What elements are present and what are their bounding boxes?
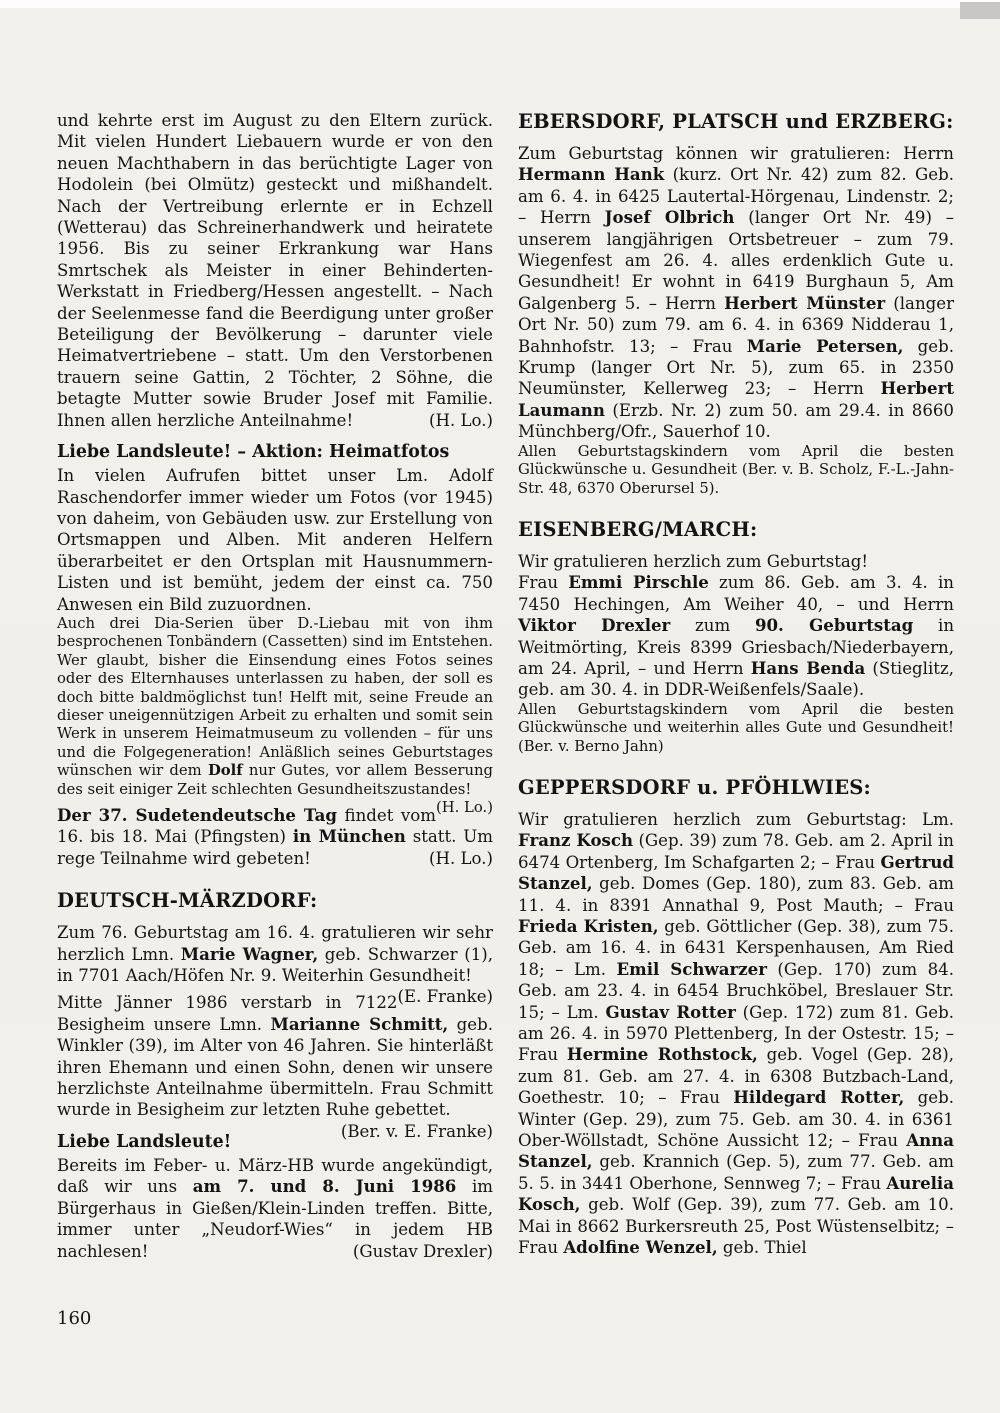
bold-name: Gertrud Stanzel, (518, 851, 954, 894)
bold-name: Josef Olbrich (604, 207, 735, 228)
left-column (57, 110, 493, 1268)
section-heading-geppersdorf: GEPPERSDORF u. PFÖHLWIES: (518, 775, 871, 799)
bold-name: Marie Wagner, (180, 943, 319, 964)
text-segment: Bereits im Feber- u. März-HB wurde angekündigt, daß wir uns (57, 1155, 493, 1197)
scan-edge-strip (0, 0, 1000, 8)
eisenberg-note (518, 701, 954, 756)
bold-name: Anna Stanzel, (518, 1130, 954, 1172)
ebersdorf-birthdays-paragraph (518, 143, 954, 443)
text-segment: Frau (518, 573, 569, 593)
text-segment: Zum Geburtstag können wir gratulieren: Herrn (518, 144, 954, 163)
bold-name: Franz Kosch (518, 830, 634, 851)
signature: (H. Lo.) (429, 848, 493, 868)
geppersdorf-birthdays-paragraph (518, 809, 954, 1259)
bold-name: Gustav Rotter (605, 1001, 736, 1022)
text-segment: geb. Wolf (Gep. 39), zum 77. Geb. am 10. Mai in 8662 Burkersreuth 25, Post Wüstenselbitz; – Frau (518, 1195, 954, 1258)
text-segment: Mitte Jänner 1986 verstarb in 7122 Besigheim unsere Lmn. (57, 993, 398, 1034)
section-heading-eisenberg: EISENBERG/MARCH: (518, 517, 758, 541)
text-segment: findet vom 16. bis 18. Mai (Pfingsten) (57, 806, 436, 847)
text-segment: (Gep. 172) zum 81. Geb. am 26. 4. in 5970 Plettenberg, In der Ostestr. 15; – Frau (518, 1002, 954, 1065)
sudetendeutscher-tag-notice (57, 805, 493, 869)
text-segment: und kehrte erst im August zu den Eltern zurück. Mit vielen Hundert Liebauern wurde er von den neuen Machthabern in das berüchtigte Lager von Hodolein (bei Olmütz) gesteckt und mißhandelt. Nach der Vertreibung erlernte er in Echzell (Wetterau) das Schreinerhandwerk und heiratete 1956. Bis zu seiner Erkrankung war Hans Smrtschek als Meister in einer Behinderten-Werkstatt in Friedberg/Hessen angestellt. – Nach der Seelenmesse fand die Beerdigung unter großer Beteiligung der Bevölkerung – darunter viele Heimatvertriebene – statt. Um den Verstorbenen trauern seine Gattin, 2 Töchter, 2 Söhne, die betagte Mutter sowie Bruder Josef mit Familie. Ihnen allen herzliche Anteilnahme! (57, 111, 493, 430)
eisenberg-birthdays-paragraph (518, 572, 954, 700)
bold-name: Viktor Drexler (518, 615, 671, 636)
text-segment: geb. Domes (Gep. 180), zum 83. Geb. am 11. 4. in 8391 Annathal 9, Post Mauth; – Frau (518, 874, 954, 915)
text-segment: Allen Geburtstagskindern vom April die besten Glückwünsche u. Gesundheit (Ber. v. B. Scholz, F.-L.-Jahn-Str. 48, 6370 Oberursel 5). (518, 442, 954, 497)
bold-name: am 7. und 8. Juni 1986 (192, 1176, 457, 1197)
birthday-wagner-paragraph (57, 922, 493, 1007)
bold-name: Frieda Kristen, (518, 916, 659, 936)
bold-name: Herbert Münster (724, 292, 886, 313)
treffen-announcement-paragraph (57, 1155, 493, 1262)
obituary-smrtschek-paragraph (57, 110, 493, 431)
heading-liebe-landsleute: Liebe Landsleute! (57, 1131, 232, 1152)
text-segment: Zum 76. Geburtstag am 16. 4. gratulieren wir sehr herzlich Lmn. (57, 923, 493, 964)
signature: (E. Franke) (397, 987, 493, 1007)
text-segment: (Erzb. Nr. 2) zum 50. am 29.4. in 8660 Münchberg/Ofr., Sauerhof 10. (518, 400, 954, 442)
bold-name: Der 37. Sudetendeutsche Tag (57, 805, 338, 825)
bold-name: Aurelia Kosch, (518, 1172, 954, 1215)
bold-name: Hermann Hank (518, 164, 665, 185)
obituary-schmitt-paragraph (57, 992, 493, 1141)
signature: (Ber. v. E. Franke) (340, 1121, 493, 1141)
text-segment: geb. Schwarzer (1), in 7701 Aach/Höfen Nr. 9. Weiterhin Gesundheit! (57, 944, 493, 986)
text-segment: Auch drei Dia-Serien über D.-Liebau mit von ihm besprochenen Tonbändern (Cassetten) sind im Entstehen. Wer glaubt, bisher die Einsendung eines Fotos seines oder des Elternhauses unterlassen zu haben, der soll es doch bitte baldmöglichst tun! Helft mit, seine Freude an dieser uneigennützigen Arbeit zu erhalten und somit sein Werk in unserem Heimatmuseum zu vollenden – für uns und die Folgegeneration! Anläßlich seines Geburtstages wünschen wir dem (57, 614, 493, 780)
text-segment: statt. Um rege Teilnahme wird gebeten! (57, 827, 493, 868)
bold-name: Emmi Pirschle (568, 572, 709, 593)
bold-name: Hans Benda (750, 657, 866, 678)
bold-name: Emil Schwarzer (616, 958, 767, 979)
text-segment: geb. Krannich (Gep. 5), zum 77. Geb. am 5. 5. in 3441 Oberhone, Sennweg 7; – Frau (518, 1152, 954, 1193)
text-segment: zum (670, 616, 755, 636)
text-segment: geb. Winkler (39), im Alter von 46 Jahren. Sie hinterläßt ihren Ehemann und einen Sohn, denen wir unsere herzlichste Anteilnahme übermitteln. Frau Schmitt wurde in Besigheim zur letzten Ruhe gebettet. (57, 1014, 493, 1120)
section-heading-deutsch-maerzdorf: DEUTSCH-MÄRZDORF: (57, 889, 318, 913)
text-segment: geb. Winter (Gep. 29), zum 75. Geb. am 30. 4. in 6361 Ober-Wöllstadt, Schöne Aussicht 12; – Frau (518, 1088, 955, 1151)
eisenberg-greeting-line: Wir gratulieren herzlich zum Geburtstag! (518, 551, 869, 571)
text-segment: geb. Thiel (717, 1238, 807, 1258)
right-column (518, 110, 954, 1265)
signature: (H. Lo.) (435, 799, 493, 816)
ebersdorf-note (518, 443, 954, 498)
text-segment: geb. Krump (langer Ort Nr. 5), zum 65. in 2350 Neumünster, Kellerweg 23; – Herrn (518, 336, 954, 399)
bold-name: Hildegard Rotter, (733, 1087, 905, 1108)
text-segment: In vielen Aufrufen bittet unser Lm. Adolf Raschendorfer immer wieder um Fotos (vor 1945) von daheim, von Gebäuden usw. zur Erstellung von Ortsmappen und Alben. Mit anderen Helfern überarbeitet er den Ortsplan mit Hausnummern-Listen und ist bemüht, jedem der einst ca. 750 Anwesen ein Bild zuzuordnen. (57, 466, 493, 614)
bold-name: Hermine Rothstock, (566, 1044, 758, 1065)
heading-aktion-heimatfotos: Liebe Landsleute! – Aktion: Heimatfotos (57, 442, 450, 463)
text-segment: (langer Ort Nr. 50) zum 79. am 6. 4. in 6369 Nidderau 1, Bahnhofstr. 13; – Frau (518, 293, 954, 356)
text-segment: Allen Geburtstagskindern vom April die besten Glückwünsche und weiterhin alles Gute und Gesundheit! (Ber. v. Berno Jahn) (518, 700, 954, 755)
text-segment: geb. Göttlicher (Gep. 38), zum 75. Geb. am 16. 4. in 6431 Kerspenhausen, Am Ried 18; – Lm. (518, 917, 954, 979)
signature: (H. Lo.) (429, 410, 493, 430)
page-number: 160 (57, 1308, 92, 1329)
text-segment: nur Gutes, vor allem Besserung des seit einiger Zeit schlechten Gesundheitszustandes! (57, 762, 493, 798)
section-heading-ebersdorf: EBERSDORF, PLATSCH und ERZBERG: (518, 110, 954, 133)
bold-name: Marianne Schmitt, (270, 1013, 449, 1034)
text-segment: in Weitmörting, Kreis 8399 Griesbach/Niederbayern, am 24. April, – und Herrn (518, 616, 955, 678)
scan-corner-shadow (960, 2, 1000, 19)
text-segment: im Bürgerhaus in Gießen/Klein-Linden treffen. Bitte, immer unter „Neudorf-Wies“ in jedem HB nachlesen! (57, 1177, 493, 1261)
aktion-heimatfotos-paragraph (57, 465, 493, 615)
text-segment: (Gep. 170) zum 84. Geb. am 23. 4. in 6454 Bruchköbel, Breslauer Str. 15; – Lm. (518, 959, 955, 1022)
text-segment: (langer Ort Nr. 49) – unserem langjährigen Ortsbetreuer – zum 79. Wiegenfest am 26. 4. alles erdenklich Gute u. Gesundheit! Er wohnt in 6419 Burghaun 5, Am Galgenberg 5. – Herrn (518, 208, 954, 313)
bold-name: Marie Petersen, (746, 335, 904, 356)
bold-name: Herbert Laumann (518, 378, 954, 420)
bold-name: Dolf (207, 762, 243, 780)
text-segment: Wir gratulieren herzlich zum Geburtstag: Lm. (518, 809, 954, 829)
text-segment: geb. Vogel (Gep. 28), zum 81. Geb. am 27. 4. in 6308 Butzbach-Land, Goethestr. 10; – Frau (518, 1045, 954, 1108)
text-segment: zum 86. Geb. am 3. 4. in 7450 Hechingen, Am Weiher 40, – und Herrn (518, 573, 954, 614)
bold-name: Adolfine Wenzel, (563, 1237, 718, 1258)
bold-name: in München (292, 826, 406, 847)
bold-name: 90. Geburtstag (754, 615, 914, 636)
text-segment: (Gep. 39) zum 78. Geb. am 2. April in 6474 Ortenberg, Im Schafgarten 2; – Frau (518, 831, 954, 872)
signature: (Gustav Drexler) (352, 1241, 493, 1261)
text-segment: (kurz. Ort Nr. 42) zum 82. Geb. am 6. 4. in 6425 Lautertal-Hörgenau, Lindenstr. 2; – Herrn (518, 165, 954, 228)
text-segment: (Stieglitz, geb. am 30. 4. in DDR-Weißenfels/Saale). (518, 658, 954, 700)
